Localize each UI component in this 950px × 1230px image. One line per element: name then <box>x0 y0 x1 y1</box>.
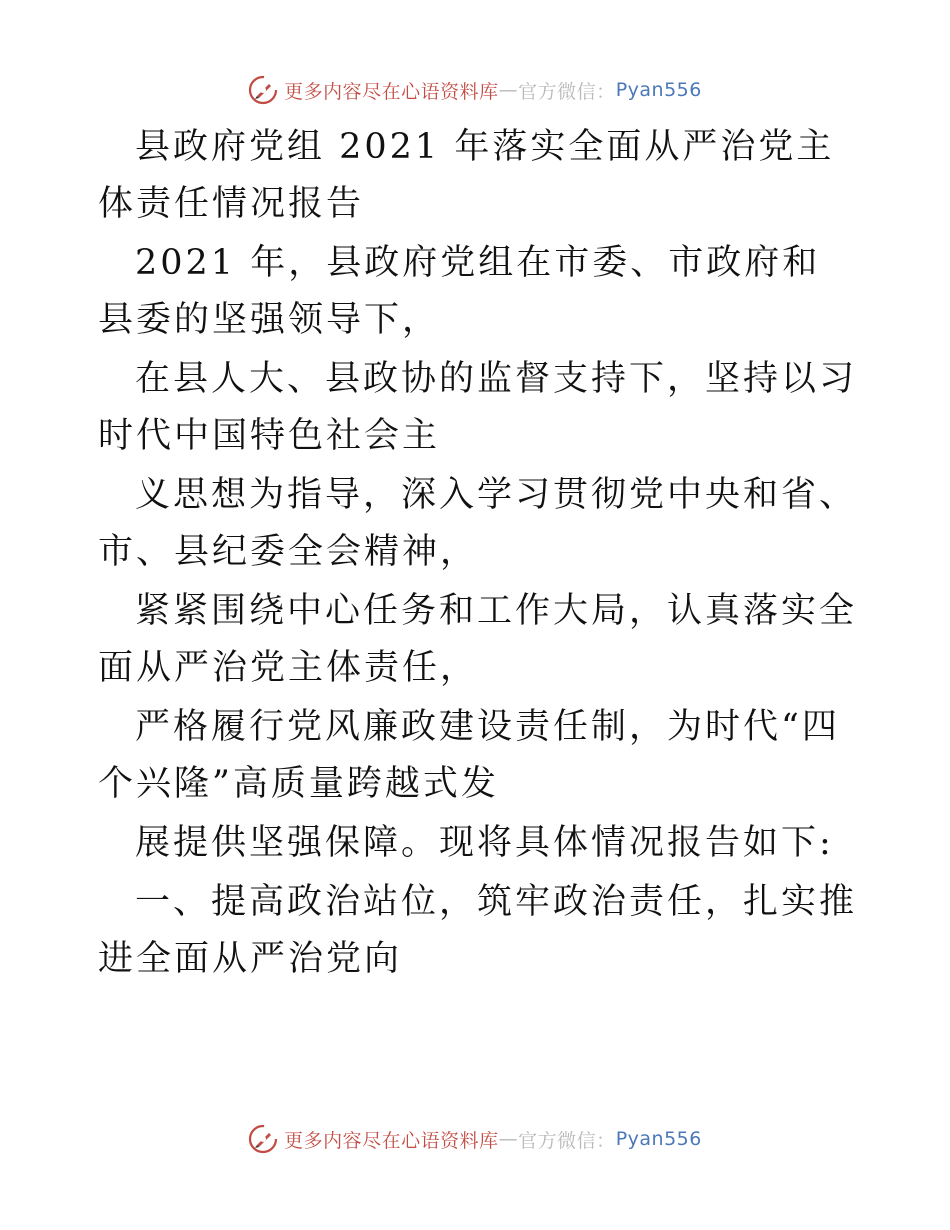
quill-pen-logo-icon <box>248 1124 278 1154</box>
paragraph: 展提供坚强保障。现将具体情况报告如下: <box>135 823 834 863</box>
watermark-account: Pyan556 <box>615 79 702 101</box>
watermark-separator: — <box>498 79 519 101</box>
watermark-middle: 官方微信： <box>518 80 616 103</box>
paragraph: 义思想为指导，深入学习贯彻党中央和省、市、县纪委全会精神， <box>98 475 858 572</box>
header-watermark <box>0 72 950 108</box>
watermark-separator: — <box>498 1128 519 1150</box>
footer-watermark <box>0 1121 950 1157</box>
watermark-prefix: 更多内容尽在心语资料库 <box>284 1129 499 1152</box>
quill-pen-logo-icon <box>248 75 278 105</box>
paragraph: 2021 年，县政府党组在市委、市政府和县委的坚强领导下， <box>98 243 821 340</box>
watermark-account: Pyan556 <box>615 1128 702 1150</box>
paragraph: 严格履行党风廉政建设责任制，为时代“四个兴隆”高质量跨越式发 <box>98 707 840 804</box>
document-title: 县政府党组 2021 年落实全面从严治党主体责任情况报告 <box>98 127 835 224</box>
paragraph: 紧紧围绕中心任务和工作大局，认真落实全面从严治党主体责任， <box>98 591 858 688</box>
document-body <box>98 119 858 990</box>
paragraph: 在县人大、县政协的监督支持下，坚持以习时代中国特色社会主 <box>98 359 858 456</box>
section-heading: 一、提高政治站位，筑牢政治责任，扎实推进全面从严治党向 <box>98 882 858 979</box>
watermark-middle: 官方微信： <box>518 1129 616 1152</box>
watermark-prefix: 更多内容尽在心语资料库 <box>284 80 499 103</box>
